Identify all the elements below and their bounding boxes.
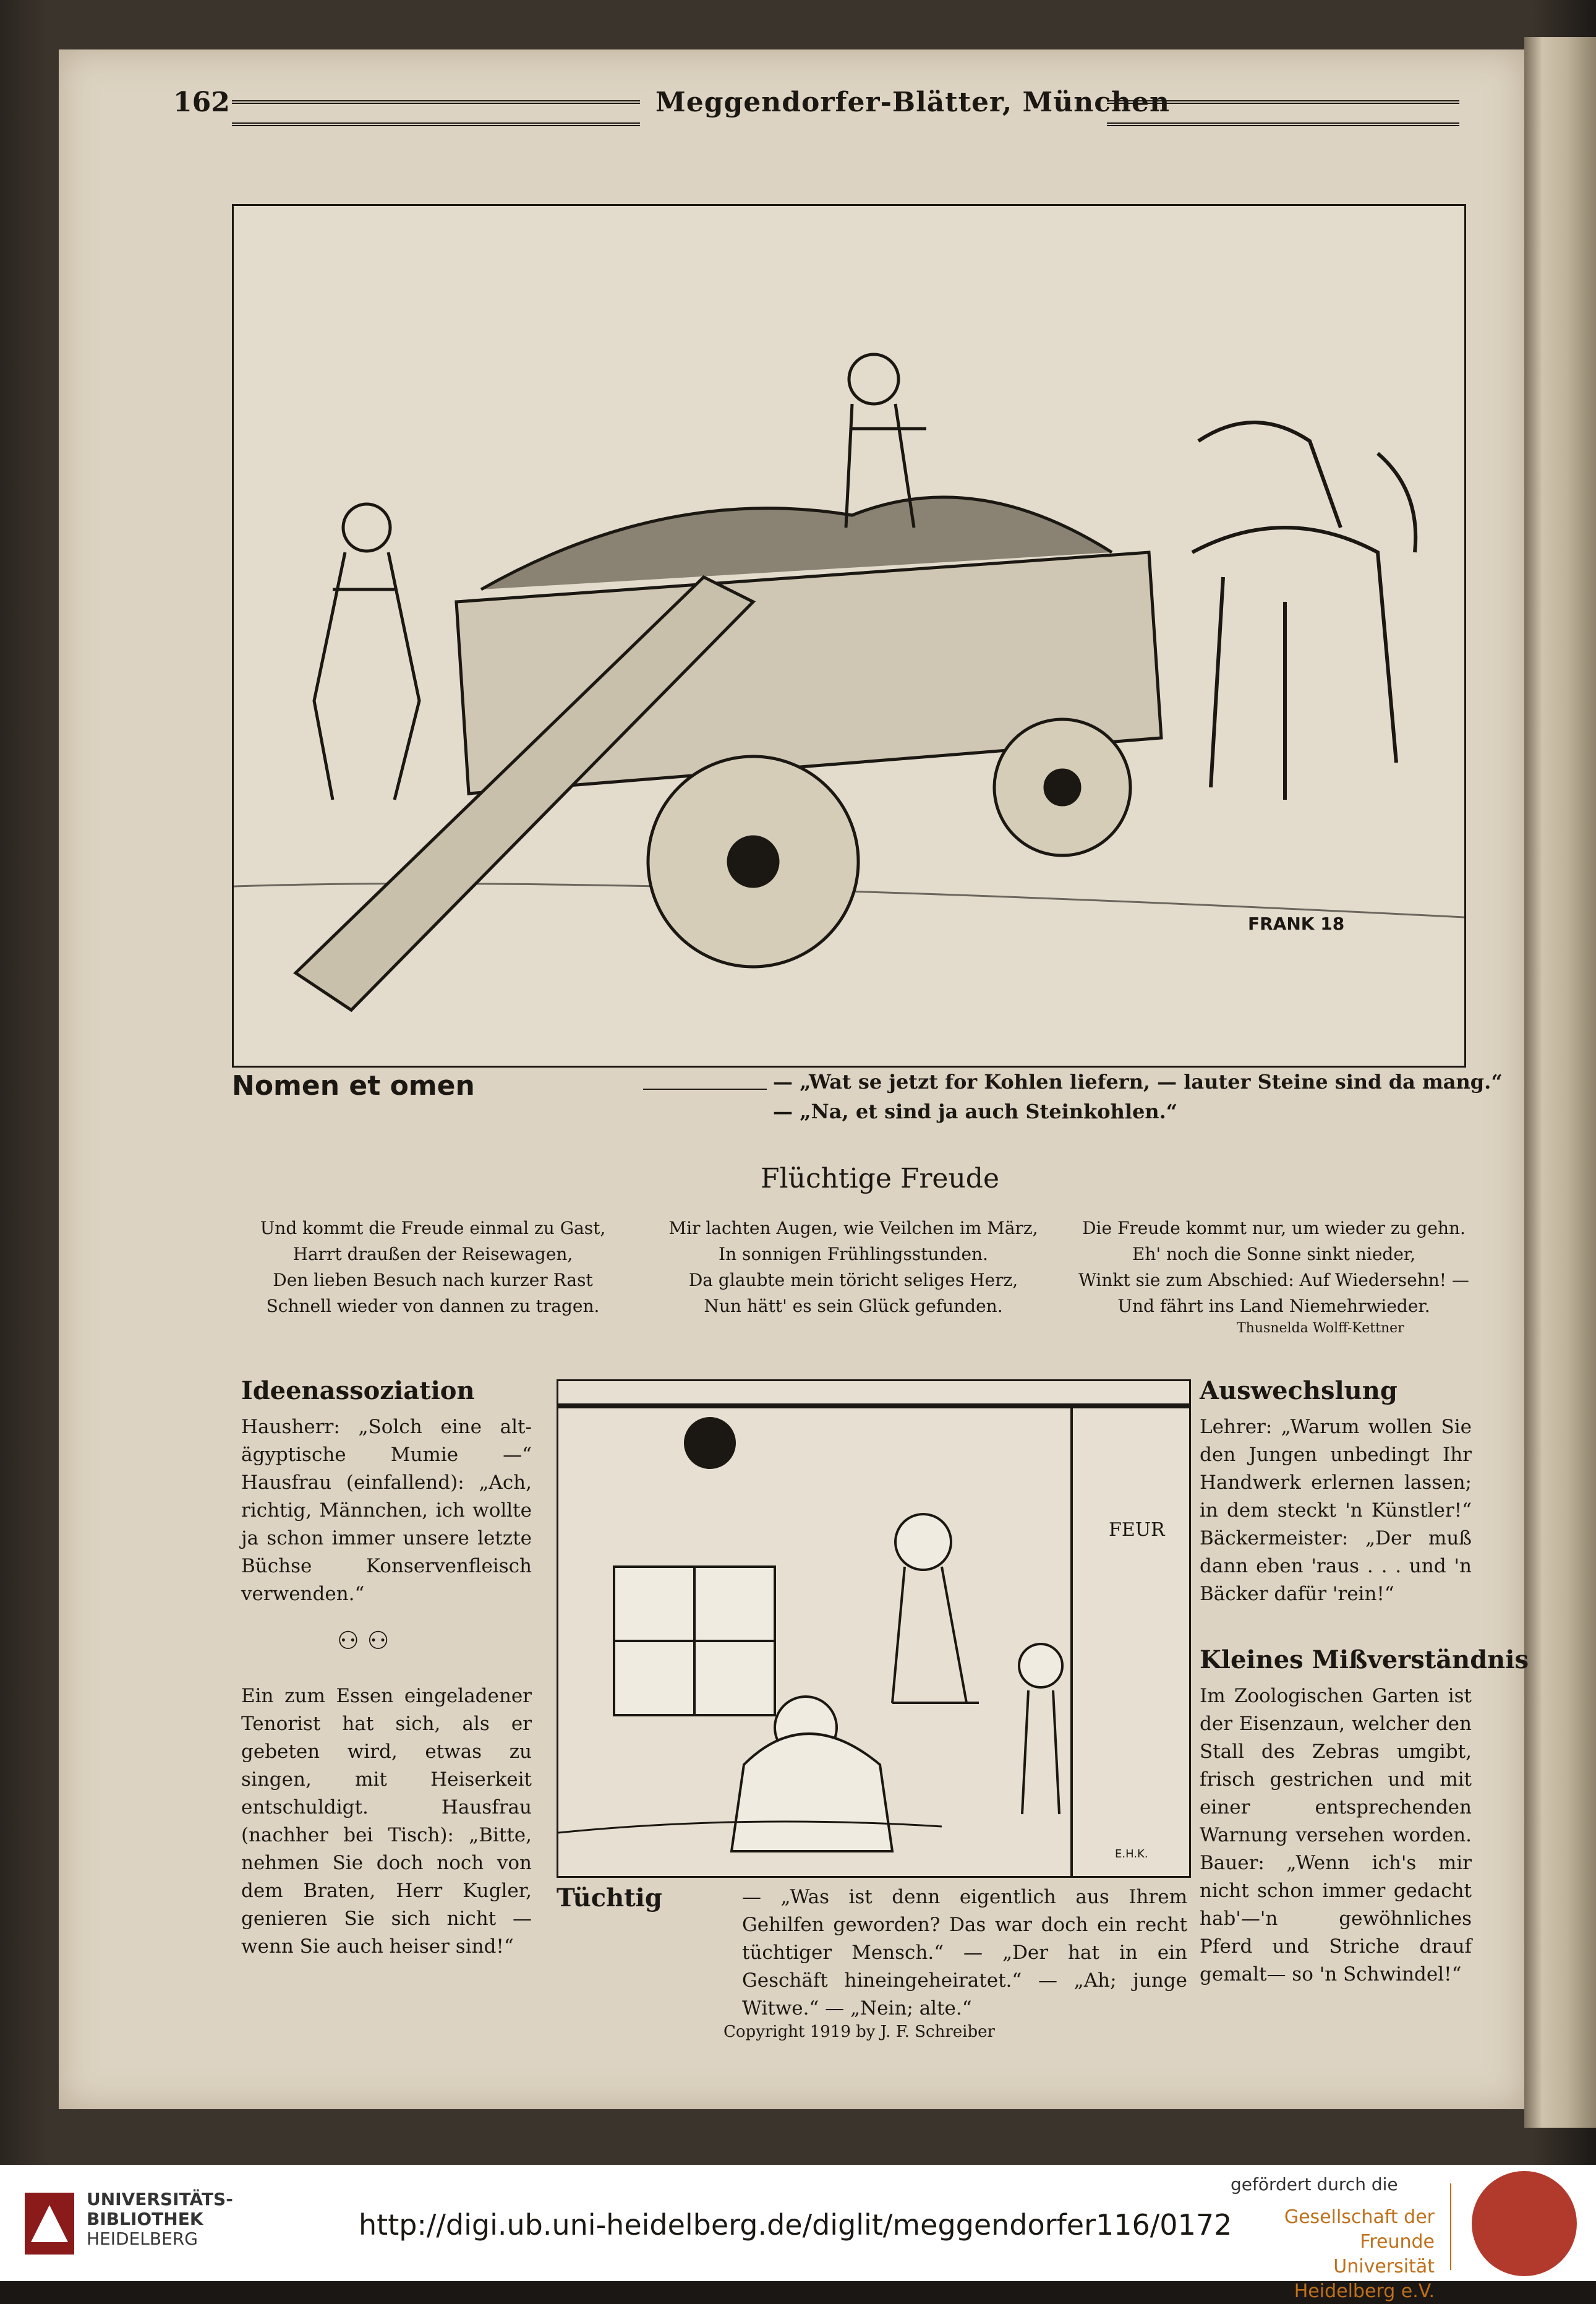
- missverstaendnis-text: Im Zoologischen Garten ist der Eisenzaun, welcher den Stall des Zebras umgibt, frisch gestrichen und mit einer entsprechenden Warnung versehen worden. Bauer: „Wenn ich's mir nicht schon immer gedacht hab'—'n gewöhnliches Pferd und Striche drauf gemalt— so 'n Schwindel!“: [1200, 1685, 1472, 1985]
- sponsor-divider: [1450, 2183, 1451, 2270]
- page-header: [173, 87, 1459, 136]
- caption-line-1: — „Wat se jetzt for Kohlen liefern, — lauter Steine sind da mang.“: [773, 1070, 1503, 1094]
- artist-signature: FRANK 18: [1248, 914, 1345, 934]
- sponsor-line-2: Universität Heidelberg e.V.: [1294, 2256, 1435, 2302]
- poem-author: Thusnelda Wolff-Kettner: [1237, 1321, 1404, 1336]
- poem-stanza-1: [241, 1215, 625, 1319]
- chain-ornament-right: [1107, 100, 1459, 126]
- library-line-3: HEIDELBERG: [87, 2229, 198, 2249]
- poem-line: Da glaubte mein töricht seliges Herz,: [688, 1270, 1018, 1290]
- poem-line: Und fährt ins Land Niemehrwieder.: [1117, 1296, 1430, 1316]
- ideenassoziation-text-2: Ein zum Essen eingeladener Tenorist hat sich, als er gebeten wird, etwas zu singen, mit Heiserkeit entschuldigt. Hausfrau (nachher bei Tisch): „Bitte, nehmen Sie doch noch von dem Braten, Herr Kugler, genieren Sie sich nicht — wenn Sie auch heiser sind!“: [241, 1685, 532, 1958]
- magazine-title: Meggendorfer-Blätter, München: [655, 87, 1170, 118]
- coal-cart-illustration: [232, 204, 1466, 1068]
- poem-line: Harrt draußen der Reisewagen,: [292, 1244, 573, 1264]
- auswechslung-title: Auswechslung: [1200, 1376, 1398, 1405]
- library-name: [87, 2190, 233, 2249]
- caption-divider: [643, 1089, 767, 1090]
- poem-line: Eh' noch die Sonne sinkt nieder,: [1132, 1244, 1416, 1264]
- barber-illustration: [557, 1379, 1191, 1878]
- poem-line: Den lieben Besuch nach kurzer Rast: [273, 1270, 593, 1290]
- barber-signature: E.H.K.: [1115, 1848, 1148, 1861]
- copyright-notice: Copyright 1919 by J. F. Schreiber: [723, 2023, 995, 2041]
- auswechslung-text: Lehrer: „Warum wollen Sie den Jungen unbedingt Ihr Handwerk erlernen lassen; in dem steckt 'n Künstler!“ Bäckermeister: „Der muß dann eben 'raus . . . und 'n Bäcker dafür 'rein!“: [1200, 1416, 1472, 1605]
- shop-sign: FEUR: [1109, 1519, 1165, 1541]
- tuechtig-text: — „Was ist denn eigentlich aus Ihrem Gehilfen geworden? Das war doch ein recht tüchtiger Mensch.“ — „Der hat in ein Geschäft hineingeheiratet.“ — „Ah; junge Witwe.“ — „Nein; alte.“: [742, 1886, 1187, 2019]
- sponsor-label: gefördert durch die: [1231, 2174, 1398, 2195]
- poem-stanza-2: [662, 1215, 1045, 1319]
- ideenassoziation-title: Ideenassoziation: [241, 1376, 475, 1405]
- poem-line: Mir lachten Augen, wie Veilchen im März,: [668, 1218, 1038, 1238]
- caption-line-2: — „Na, et sind ja auch Steinkohlen.“: [773, 1100, 1178, 1123]
- poem-line: Schnell wieder von dannen zu tragen.: [266, 1296, 600, 1316]
- page-number: 162: [173, 87, 230, 118]
- section-ornament: ⚇ ⚇: [337, 1627, 390, 1655]
- cartoon-caption-title: Nomen et omen: [232, 1070, 475, 1102]
- library-line-2: BIBLIOTHEK: [87, 2209, 203, 2229]
- poem-line: Die Freude kommt nur, um wieder zu gehn.: [1082, 1218, 1466, 1238]
- coal-cart-drawing: [234, 206, 1464, 1066]
- cartoon-caption-text: [773, 1067, 1503, 1126]
- missverstaendnis-title: Kleines Mißverständnis: [1200, 1645, 1529, 1674]
- next-page-edge: [1524, 37, 1596, 2128]
- permalink-url[interactable]: http://digi.ub.uni-heidelberg.de/diglit/meggendorfer116/0172: [359, 2208, 1232, 2242]
- barber-drawing: [558, 1381, 1189, 1876]
- poem-line: Nun hätt' es sein Glück gefunden.: [704, 1296, 1003, 1316]
- poem-title: Flüchtige Freude: [761, 1163, 1000, 1194]
- poem-line: In sonnigen Frühlingsstunden.: [719, 1244, 988, 1264]
- poem-line: Und kommt die Freude einmal zu Gast,: [260, 1218, 606, 1238]
- university-seal-icon: [1472, 2171, 1577, 2276]
- library-line-1: UNIVERSITÄTS-: [87, 2189, 233, 2209]
- ideenassoziation-text-1: Hausherr: „Solch eine alt-ägyptische Mumie —“ Hausfrau (einfallend): „Ach, richtig, Männchen, ich wollte ja schon immer unsere letzte Büchse Konservenfleisch verwenden.“: [241, 1416, 532, 1605]
- tuechtig-title: Tüchtig: [557, 1883, 662, 1912]
- sponsor-name: [1237, 2205, 1435, 2304]
- poem-stanza-3: [1076, 1215, 1472, 1319]
- chain-ornament-left: [232, 100, 640, 126]
- poem-line: Winkt sie zum Abschied: Auf Wiedersehn! —: [1078, 1270, 1469, 1290]
- sponsor-line-1: Gesellschaft der Freunde: [1284, 2206, 1435, 2253]
- library-logo-icon: [25, 2193, 74, 2255]
